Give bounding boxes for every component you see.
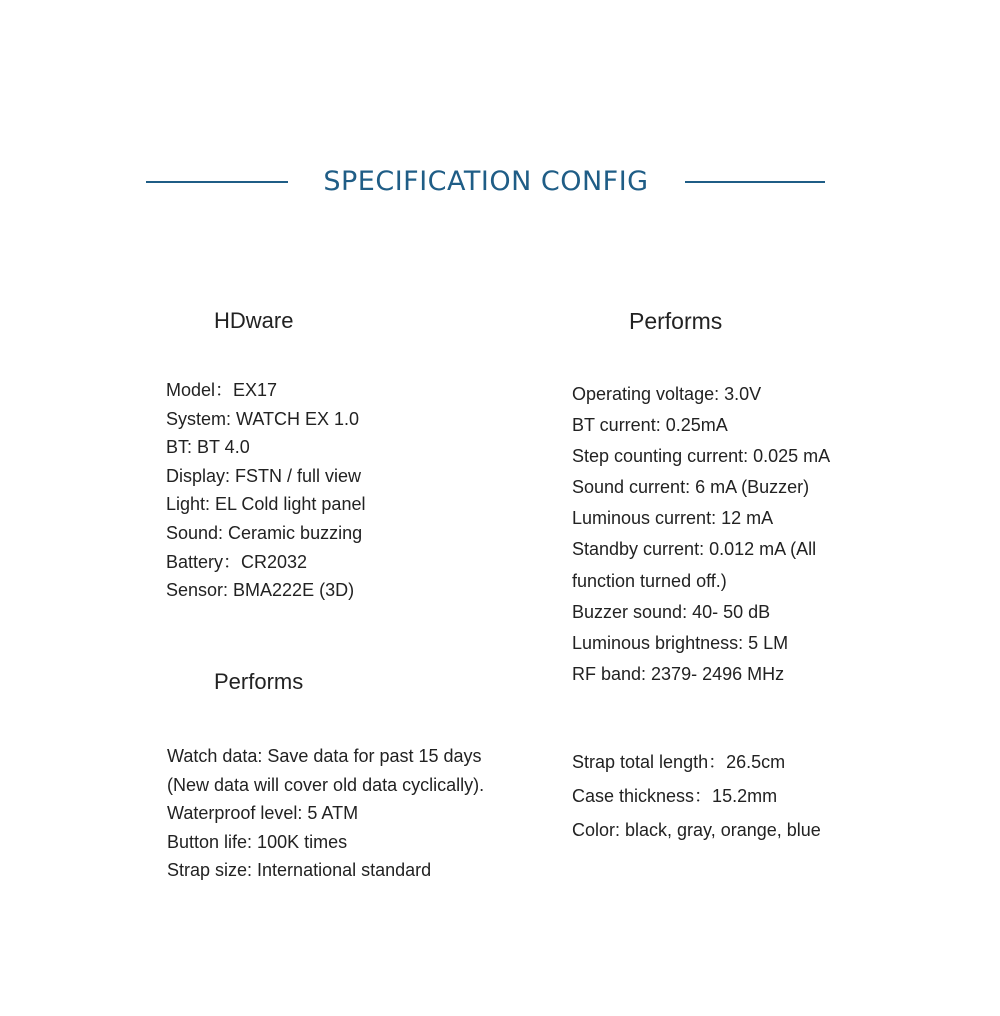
spec-item-button-life: Button life: 100K times [167,831,348,852]
extra-spec-list [572,745,892,847]
spec-item-battery: Battery：CR2032 [166,551,308,572]
hardware-spec-list [166,376,486,605]
spec-item-operating-voltage: Operating voltage: 3.0V [572,384,762,404]
performs-right-spec-list [572,379,872,690]
spec-item-buzzer-sound: Buzzer sound: 40- 50 dB [572,601,771,622]
spec-item-luminous-current: Luminous current: 12 mA [572,508,774,529]
spec-item-display: Display: FSTN / full view [166,465,362,486]
spec-item-strap-size: Strap size: International standard [167,860,432,880]
spec-item-bt: BT: BT 4.0 [166,437,250,458]
page-title: SPECIFICATION CONFIG [323,166,649,197]
performs-right-heading: Performs [629,308,723,334]
title-divider-right [685,181,825,183]
spec-item-system: System: WATCH EX 1.0 [166,408,360,429]
spec-item-color: Color: black, gray, orange, blue [572,820,821,840]
title-banner [0,162,1000,202]
spec-item-waterproof: Waterproof level: 5 ATM [167,803,359,823]
spec-item-sound: Sound: Ceramic buzzing [166,522,363,543]
spec-item-strap-length: Strap total length：26.5cm [572,752,786,772]
title-divider-left [146,181,288,183]
hardware-heading: HDware [214,308,294,333]
spec-item-standby-current: Standby current: 0.012 mA (All function turned off.) [572,539,817,591]
spec-item-case-thickness: Case thickness：15.2mm [572,786,778,806]
spec-item-watch-data: Watch data: Save data for past 15 days (New data will cover old data cyclically). [167,746,485,795]
spec-item-sound-current: Sound current: 6 mA (Buzzer) [572,477,810,498]
performs-left-heading: Performs [214,669,304,694]
spec-item-model: Model：EX17 [166,380,278,400]
spec-item-rf-band: RF band: 2379- 2496 MHz [572,663,785,684]
performs-left-spec-list [167,742,497,885]
spec-item-step-current: Step counting current: 0.025 mA [572,446,831,467]
spec-item-bt-current: BT current: 0.25mA [572,415,728,436]
spec-item-sensor: Sensor: BMA222E (3D) [166,580,355,601]
spec-item-light: Light: EL Cold light panel [166,494,366,515]
spec-item-luminous-brightness: Luminous brightness: 5 LM [572,632,789,653]
